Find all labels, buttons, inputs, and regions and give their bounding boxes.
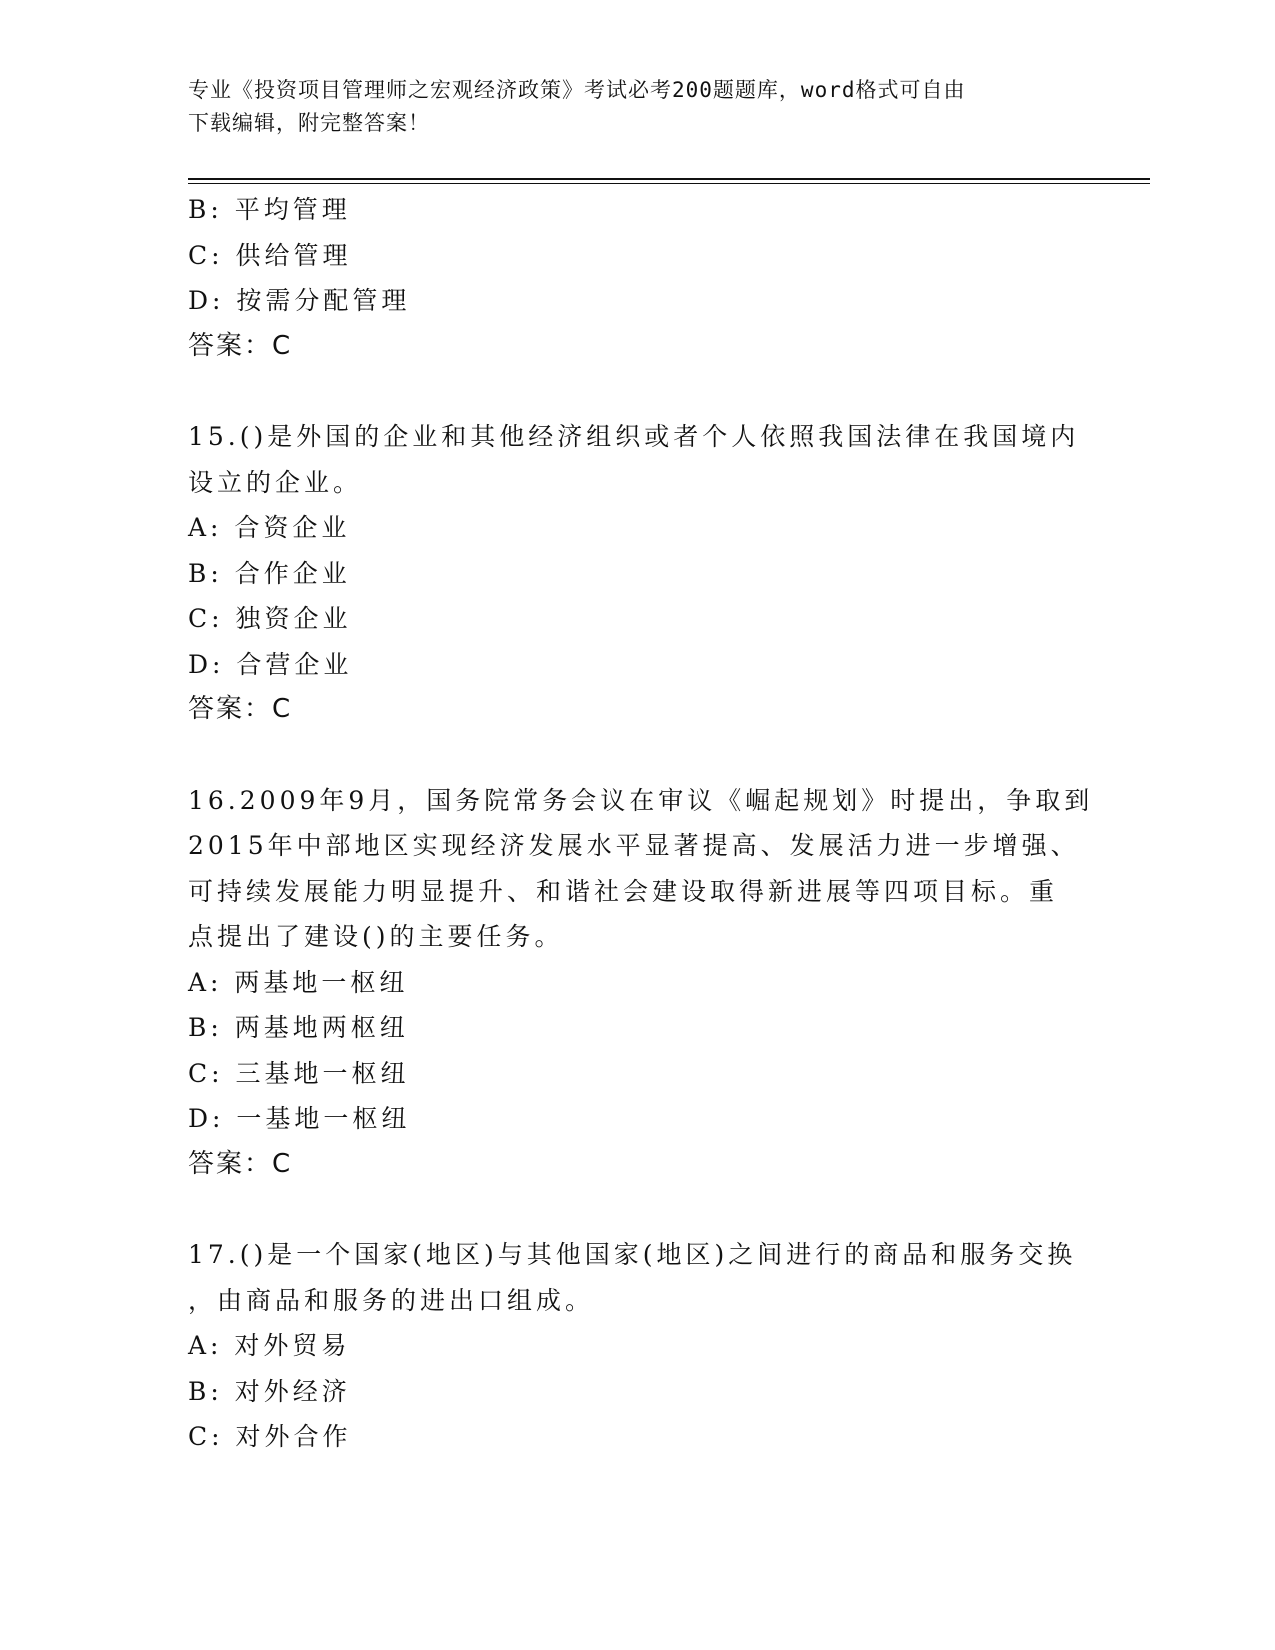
- question-17: [188, 1232, 1088, 1460]
- question-stem-line: 15.()是外国的企业和其他经济组织或者个人依照我国法律在我国境内: [188, 422, 1080, 451]
- option-b: B: 两基地两枢纽: [188, 1013, 409, 1042]
- spacer: [188, 369, 1088, 414]
- option-b: B: 对外经济: [188, 1376, 351, 1406]
- question-stem-line: ，由商品和服务的进出口组成。: [188, 1285, 595, 1315]
- document-header: [188, 74, 1088, 140]
- question-stem-line: 16.2009年9月，国务院常务会议在审议《崛起规划》时提出，争取到: [188, 785, 1094, 815]
- header-line-1: 专业《投资项目管理师之宏观经济政策》考试必考200题题库，word格式可自由: [188, 78, 966, 102]
- option-d: D: 按需分配管理: [188, 286, 411, 315]
- question-stem-line: 2015年中部地区实现经济发展水平显著提高、发展活力进一步增强、: [188, 831, 1080, 860]
- question-14: [188, 187, 1088, 369]
- question-stem-line: 17.()是一个国家(地区)与其他国家(地区)之间进行的商品和服务交换: [188, 1240, 1077, 1269]
- header-divider-thick: [188, 178, 1150, 180]
- answer: 答案：C: [188, 330, 293, 361]
- option-b: B: 平均管理: [188, 195, 351, 224]
- answer: 答案：C: [188, 1148, 293, 1179]
- option-a: A: 对外贸易: [188, 1331, 351, 1360]
- header-divider-thin: [188, 183, 1150, 184]
- question-16: [188, 778, 1094, 1188]
- option-b: B: 合作企业: [188, 558, 351, 588]
- answer: 答案：C: [188, 694, 293, 724]
- option-d: D: 一基地一枢纽: [188, 1104, 411, 1133]
- option-c: C: 对外合作: [188, 1422, 352, 1451]
- question-stem-line: 设立的企业。: [188, 467, 363, 497]
- option-a: A: 两基地一枢纽: [188, 967, 409, 997]
- spacer: [188, 1187, 1088, 1232]
- question-15: [188, 414, 1088, 733]
- header-line-2: 下载编辑，附完整答案！: [188, 111, 430, 135]
- option-d: D: 合营企业: [188, 649, 353, 679]
- question-list: [188, 187, 1094, 1460]
- option-c: C: 供给管理: [188, 240, 352, 270]
- question-stem-line: 点提出了建设()的主要任务。: [188, 922, 564, 951]
- option-c: C: 三基地一枢纽: [188, 1058, 410, 1088]
- option-a: A: 合资企业: [188, 513, 351, 542]
- spacer: [188, 733, 1088, 778]
- option-c: C: 独资企业: [188, 604, 352, 633]
- question-stem-line: 可持续发展能力明显提升、和谐社会建设取得新进展等四项目标。重: [188, 876, 1059, 906]
